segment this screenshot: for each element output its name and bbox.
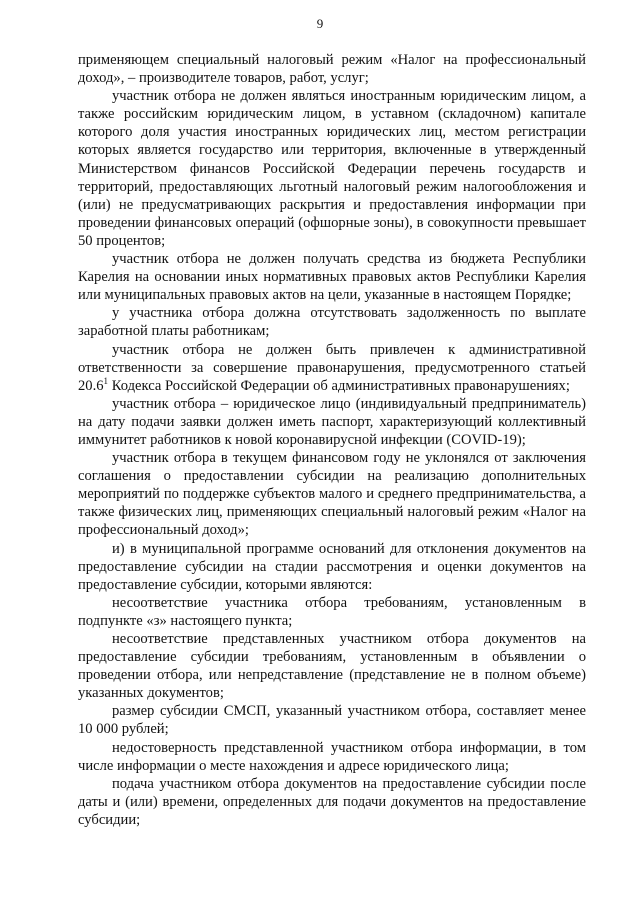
paragraph-rejection-grounds-intro: и) в муниципальной программе оснований для отклонения документов на предоставление субсидии на стадии рассмотрения и оценки документов на предоставление субсидии, которыми являются: xyxy=(78,540,586,593)
article-superscript: 1 xyxy=(103,375,109,386)
paragraph-budget-funds-requirement: участник отбора не должен получать средства из бюджета Республики Карелия на основании иных нормативных правовых актов Республики Карелия или муниципальных правовых актов на цели, указанные в настоящем Порядке; xyxy=(78,251,586,304)
page-number: 9 xyxy=(316,16,324,31)
paragraph-rejection-noncompliance: несоответствие участника отбора требованиям, установленным в подпункте «з» настоящего пункта; xyxy=(78,594,586,629)
paragraph-agreement-requirement: участник отбора в текущем финансовом году не уклонялся от заключения соглашения о предоставлении субсидии на реализацию дополнительных мероприятий по поддержке субъектов малого и среднего предпринимательства, а также физических лиц, применяющих специальный налоговый режим «Налог на профессиональный доход»; xyxy=(78,450,586,539)
paragraph-rejection-false-info: недостоверность представленной участником отбора информации, в том числе информации о месте нахождения и адресе юридического лица; xyxy=(78,739,586,774)
paragraph-rejection-subsidy-size: размер субсидии СМСП, указанный участником отбора, составляет менее 10 000 рублей; xyxy=(78,703,586,738)
admin-liability-text-before: участник отбора не должен быть привлечен к административной ответственности за совершение правонарушения, предусмотренного статьей 20.6 xyxy=(78,341,586,394)
paragraph-rejection-late-submission: подача участником отбора документов на предоставление субсидии после даты и (или) времени, определенных для подачи документов на предоставление субсидии; xyxy=(78,775,586,828)
paragraph-administrative-liability-requirement xyxy=(78,341,586,395)
document-body xyxy=(78,51,586,829)
paragraph-rejection-documents: несоответствие представленных участником отбора документов на предоставление субсидии требованиям, установленным в объявлении о проведении отбора, или непредставление (представление не в полном объеме) указанных документов; xyxy=(78,631,586,702)
paragraph-covid-passport-requirement: участник отбора – юридическое лицо (индивидуальный предприниматель) на дату подачи заявки должен иметь паспорт, характеризующий коллективный иммунитет работников к новой коронавирусной инфекции (COVID-19); xyxy=(78,395,586,448)
paragraph-wage-debt-requirement: у участника отбора должна отсутствовать задолженность по выплате заработной платы работникам; xyxy=(78,305,586,340)
paragraph-continuation: применяющем специальный налоговый режим «Налог на профессиональный доход», – производителе товаров, работ, услуг; xyxy=(78,52,586,87)
paragraph-foreign-entity-requirement: участник отбора не должен являться иностранным юридическим лицом, а также российским юридическим лицом, в уставном (складочном) капитале которого доля участия иностранных юридических лиц, местом регистрации которых является государство или территория, включенные в утвержденный Министерством финансов Российской Федерации перечень государств и территорий, предоставляющих льготный налоговый режим налогообложения и (или) не предусматривающих раскрытия и предоставления информации при проведении финансовых операций (офшорные зоны), в совокупности превышает 50 процентов; xyxy=(78,88,586,249)
admin-liability-text-after: Кодекса Российской Федерации об административных правонарушениях; xyxy=(108,377,570,394)
